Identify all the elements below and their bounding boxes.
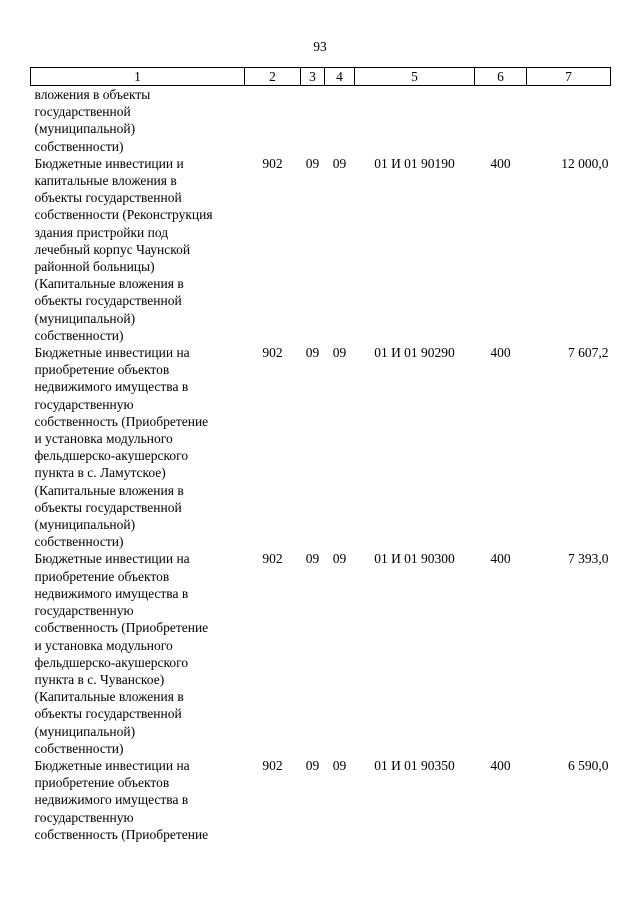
row-subsection xyxy=(325,86,355,155)
row-section xyxy=(301,86,325,155)
row-ministry: 902 xyxy=(262,757,283,773)
row-name: Бюджетные инвестиции на приобретение объектов недвижимого имущества в государственную собственность (Приобретение и установка модульного фельдшерско-акушерского пункта в с. Ламутское) (Капитальные вложения в объекты государственной (муниципальной) собственности) xyxy=(34,345,209,550)
row-target-code: 01 И 01 90190 xyxy=(374,155,455,171)
header-col-2: 2 xyxy=(245,68,301,86)
row-expense-type: 400 xyxy=(490,345,511,361)
budget-table xyxy=(30,67,611,843)
row-expense-type: 400 xyxy=(490,155,511,171)
row-ministry: 902 xyxy=(262,155,283,171)
header-row xyxy=(31,68,611,86)
row-target-code: 01 И 01 90290 xyxy=(374,345,455,361)
row-expense-type xyxy=(475,86,527,155)
header-col-3: 3 xyxy=(301,68,325,86)
row-expense-type: 400 xyxy=(490,551,511,567)
row-amount: 7 607,2 xyxy=(568,345,609,361)
row-expense-type: 400 xyxy=(490,757,511,773)
row-amount: 6 590,0 xyxy=(568,757,609,773)
row-subsection: 09 xyxy=(332,757,347,773)
row-section: 09 xyxy=(305,757,320,773)
row-subsection: 09 xyxy=(332,155,347,171)
header-col-1: 1 xyxy=(31,68,245,86)
header-col-7: 7 xyxy=(527,68,611,86)
row-target-code: 01 И 01 90300 xyxy=(374,551,455,567)
row-ministry: 902 xyxy=(262,345,283,361)
row-name: вложения в объекты государственной (муниципальной) собственности) xyxy=(34,87,151,154)
row-name: Бюджетные инвестиции на приобретение объектов недвижимого имущества в государственную собственность (Приобретение xyxy=(34,757,209,842)
header-col-5: 5 xyxy=(355,68,475,86)
table-row xyxy=(31,155,611,344)
header-col-4: 4 xyxy=(325,68,355,86)
row-section: 09 xyxy=(305,345,320,361)
row-ministry: 902 xyxy=(262,551,283,567)
row-amount xyxy=(527,86,611,155)
row-amount: 12 000,0 xyxy=(561,155,609,171)
row-name: Бюджетные инвестиции и капитальные вложения в объекты государственной собственности (Реконструкция здания пристройки под лечебный корпус Чаунской районной больницы) (Капитальные вложения в объекты государственной (муниципальной) собственности) xyxy=(34,155,213,343)
row-amount: 7 393,0 xyxy=(568,551,609,567)
row-target-code: 01 И 01 90350 xyxy=(374,757,455,773)
page-number: 93 xyxy=(313,39,327,54)
row-section: 09 xyxy=(305,155,320,171)
table-row xyxy=(31,757,611,843)
table-row xyxy=(31,344,611,550)
row-name: Бюджетные инвестиции на приобретение объектов недвижимого имущества в государственную собственность (Приобретение и установка модульного фельдшерско-акушерского пункта в с. Чуванское) (Капитальные вложения в объекты государственной (муниципальной) собственности) xyxy=(34,551,209,756)
table-row xyxy=(31,550,611,756)
row-subsection: 09 xyxy=(332,345,347,361)
table-row xyxy=(31,86,611,155)
row-target-code xyxy=(355,86,475,155)
header-col-6: 6 xyxy=(475,68,527,86)
row-subsection: 09 xyxy=(332,551,347,567)
row-section: 09 xyxy=(305,551,320,567)
row-ministry xyxy=(245,86,301,155)
